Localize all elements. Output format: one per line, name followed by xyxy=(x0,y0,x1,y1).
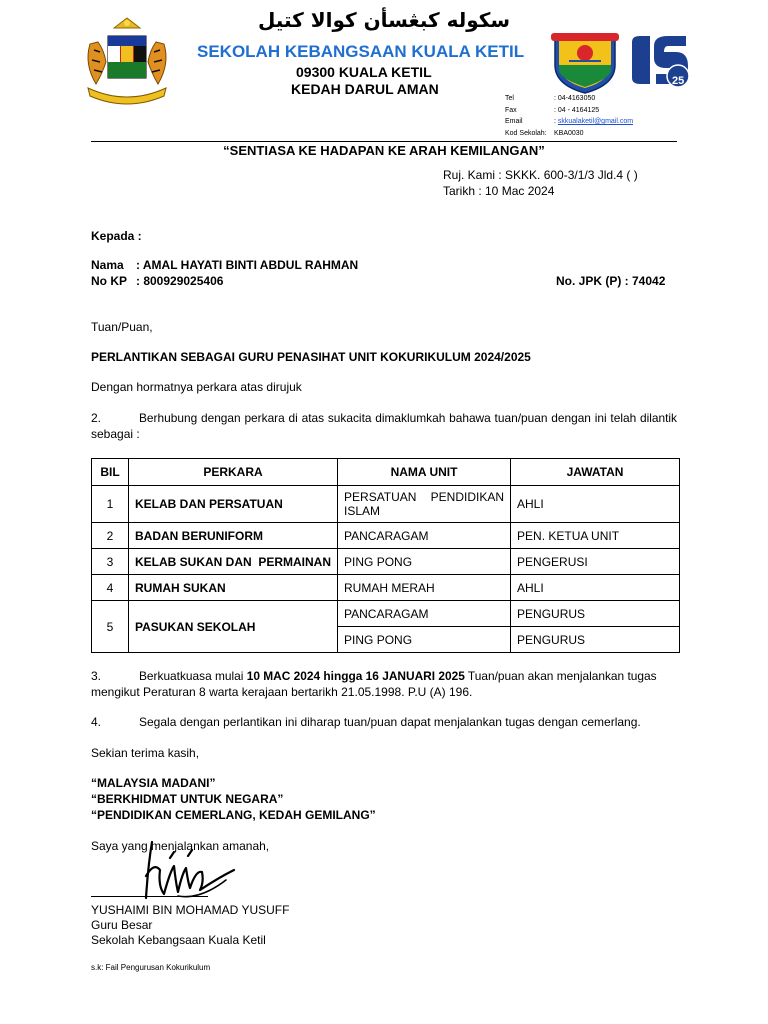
school-motto: “SENTIASA KE HADAPAN KE ARAH KEMILANGAN” xyxy=(223,143,545,158)
contact-label: Fax xyxy=(505,106,517,114)
contact-row-school-code xyxy=(505,129,633,139)
cell-jawatan: AHLI xyxy=(511,575,680,601)
paragraph-3-line-2: mengikut Peraturan 8 warta kerajaan bertarikh 21.05.1998. P.U (A) 196. xyxy=(91,685,473,699)
cell-perkara: KELAB DAN PERSATUAN xyxy=(129,486,338,523)
letter-subject: PERLANTIKAN SEBAGAI GURU PENASIHAT UNIT KOKURIKULUM 2024/2025 xyxy=(91,350,531,364)
paragraph-2-line-2: sebagai : xyxy=(91,427,140,441)
cell-perkara: RUMAH SUKAN xyxy=(129,575,338,601)
table-row xyxy=(92,601,680,627)
paragraph-3-number: 3. xyxy=(91,669,102,683)
table-header-perkara: PERKARA xyxy=(129,459,338,486)
opening-line: Dengan hormatnya perkara atas dirujuk xyxy=(91,380,302,394)
signature-line xyxy=(91,896,208,897)
table-row xyxy=(92,523,680,549)
appointment-table xyxy=(91,458,680,653)
cell-bil: 1 xyxy=(92,486,129,523)
paragraph-2-number: 2. xyxy=(91,411,102,425)
cell-jawatan: AHLI xyxy=(511,486,680,523)
contact-row-email xyxy=(505,117,633,127)
table-header-row xyxy=(92,459,680,486)
slogan-3: “PENDIDIKAN CEMERLANG, KEDAH GEMILANG” xyxy=(91,808,376,822)
ic-value: : 800929025406 xyxy=(136,274,224,288)
paragraph-3-pre: Berkuatkuasa mulai xyxy=(139,669,247,683)
school-name: SEKOLAH KEBANGSAAN KUALA KETIL xyxy=(197,42,525,61)
paragraph-3-dates: 10 MAC 2024 hingga 16 JANUARI 2025 xyxy=(246,669,465,683)
table-header-jawatan: JAWATAN xyxy=(511,459,680,486)
cell-jawatan: PENGERUSI xyxy=(511,549,680,575)
signatory-name: YUSHAIMI BIN MOHAMAD YUSUFF xyxy=(91,903,290,917)
letter-date: Tarikh : 10 Mac 2024 xyxy=(443,184,555,198)
name-label: Nama xyxy=(91,258,124,272)
jpk-number: No. JPK (P) : 74042 xyxy=(556,274,666,288)
table-header-bil: BIL xyxy=(92,459,129,486)
cell-jawatan: PEN. KETUA UNIT xyxy=(511,523,680,549)
ic-label: No KP xyxy=(91,274,127,288)
contact-value: KBA0030 xyxy=(554,129,584,137)
school-shield-logo xyxy=(549,31,621,95)
contact-value: : 04-4163050 xyxy=(554,95,596,102)
reference-number: Ruj. Kami : SKKK. 600-3/1/3 Jld.4 ( ) xyxy=(443,168,638,182)
paragraph-3-post: Tuan/puan akan menjalankan tugas xyxy=(464,669,657,683)
table-header-unit: NAMA UNIT xyxy=(338,459,511,486)
salutation: Tuan/Puan, xyxy=(91,320,153,334)
cell-perkara: KELAB SUKAN DAN PERMAINAN xyxy=(129,549,338,575)
closing-line: Sekian terima kasih, xyxy=(91,746,200,760)
address-line-2: KEDAH DARUL AMAN xyxy=(291,81,439,97)
cell-unit: PING PONG xyxy=(338,549,511,575)
school-name-jawi: سكوله كبڠسأن كوالا كتيل xyxy=(257,8,511,32)
paragraph-2-line-1: Berhubung dengan perkara di atas sukacita dimaklumkah bahawa tuan/puan dengan ini telah dilantik xyxy=(139,411,677,425)
trust-line: Saya yang menjalankan amanah, xyxy=(91,839,270,853)
carbon-copy-note: s.k: Fail Pengurusan Kokurikulum xyxy=(91,963,211,972)
cell-perkara: BADAN BERUNIFORM xyxy=(129,523,338,549)
slogan-2: “BERKHIDMAT UNTUK NEGARA” xyxy=(91,792,284,806)
contact-label: Kod Sekolah: xyxy=(505,129,547,137)
cell-bil: 2 xyxy=(92,523,129,549)
cell-unit: PERSATUAN PENDIDIKAN ISLAM xyxy=(338,486,511,523)
contact-row-tel xyxy=(505,94,633,104)
address-line-1: 09300 KUALA KETIL xyxy=(296,64,432,80)
cell-jawatan: PENGURUS xyxy=(511,627,680,653)
cell-jawatan: PENGURUS xyxy=(511,601,680,627)
signatory-title: Guru Besar xyxy=(91,918,153,932)
contact-value: : 04 - 4164125 xyxy=(554,106,600,114)
table-row xyxy=(92,549,680,575)
cell-perkara: PASUKAN SEKOLAH xyxy=(129,601,338,653)
cell-unit: PANCARAGAM xyxy=(338,601,511,627)
paragraph-4-text: Segala dengan perlantikan ini diharap tuan/puan dapat menjalankan tugas dengan cemerlang. xyxy=(139,715,641,729)
cell-bil: 3 xyxy=(92,549,129,575)
table-row xyxy=(92,486,680,523)
email-link[interactable]: skkualaketil@gmail.com xyxy=(557,118,634,125)
name-value: : AMAL HAYATI BINTI ABDUL RAHMAN xyxy=(136,258,359,272)
contact-label: Email xyxy=(505,118,523,125)
contact-details xyxy=(503,92,635,140)
table-row xyxy=(92,575,680,601)
paragraph-4-number: 4. xyxy=(91,715,102,729)
contact-row-fax xyxy=(505,106,633,116)
contact-label: Tel xyxy=(505,95,514,102)
cell-unit: PING PONG xyxy=(338,627,511,653)
cell-unit: PANCARAGAM xyxy=(338,523,511,549)
email-prefix: : xyxy=(554,118,558,125)
anniversary-badge-number: 25 xyxy=(672,75,685,87)
recipient-heading: Kepada : xyxy=(91,229,142,243)
cell-bil: 4 xyxy=(92,575,129,601)
cell-bil: 5 xyxy=(92,601,129,653)
paragraph-3-line-1 xyxy=(139,669,677,683)
cell-unit: RUMAH MERAH xyxy=(338,575,511,601)
signatory-organization: Sekolah Kebangsaan Kuala Ketil xyxy=(91,933,266,947)
header-divider xyxy=(91,141,677,142)
slogan-1: “MALAYSIA MADANI” xyxy=(91,776,216,790)
